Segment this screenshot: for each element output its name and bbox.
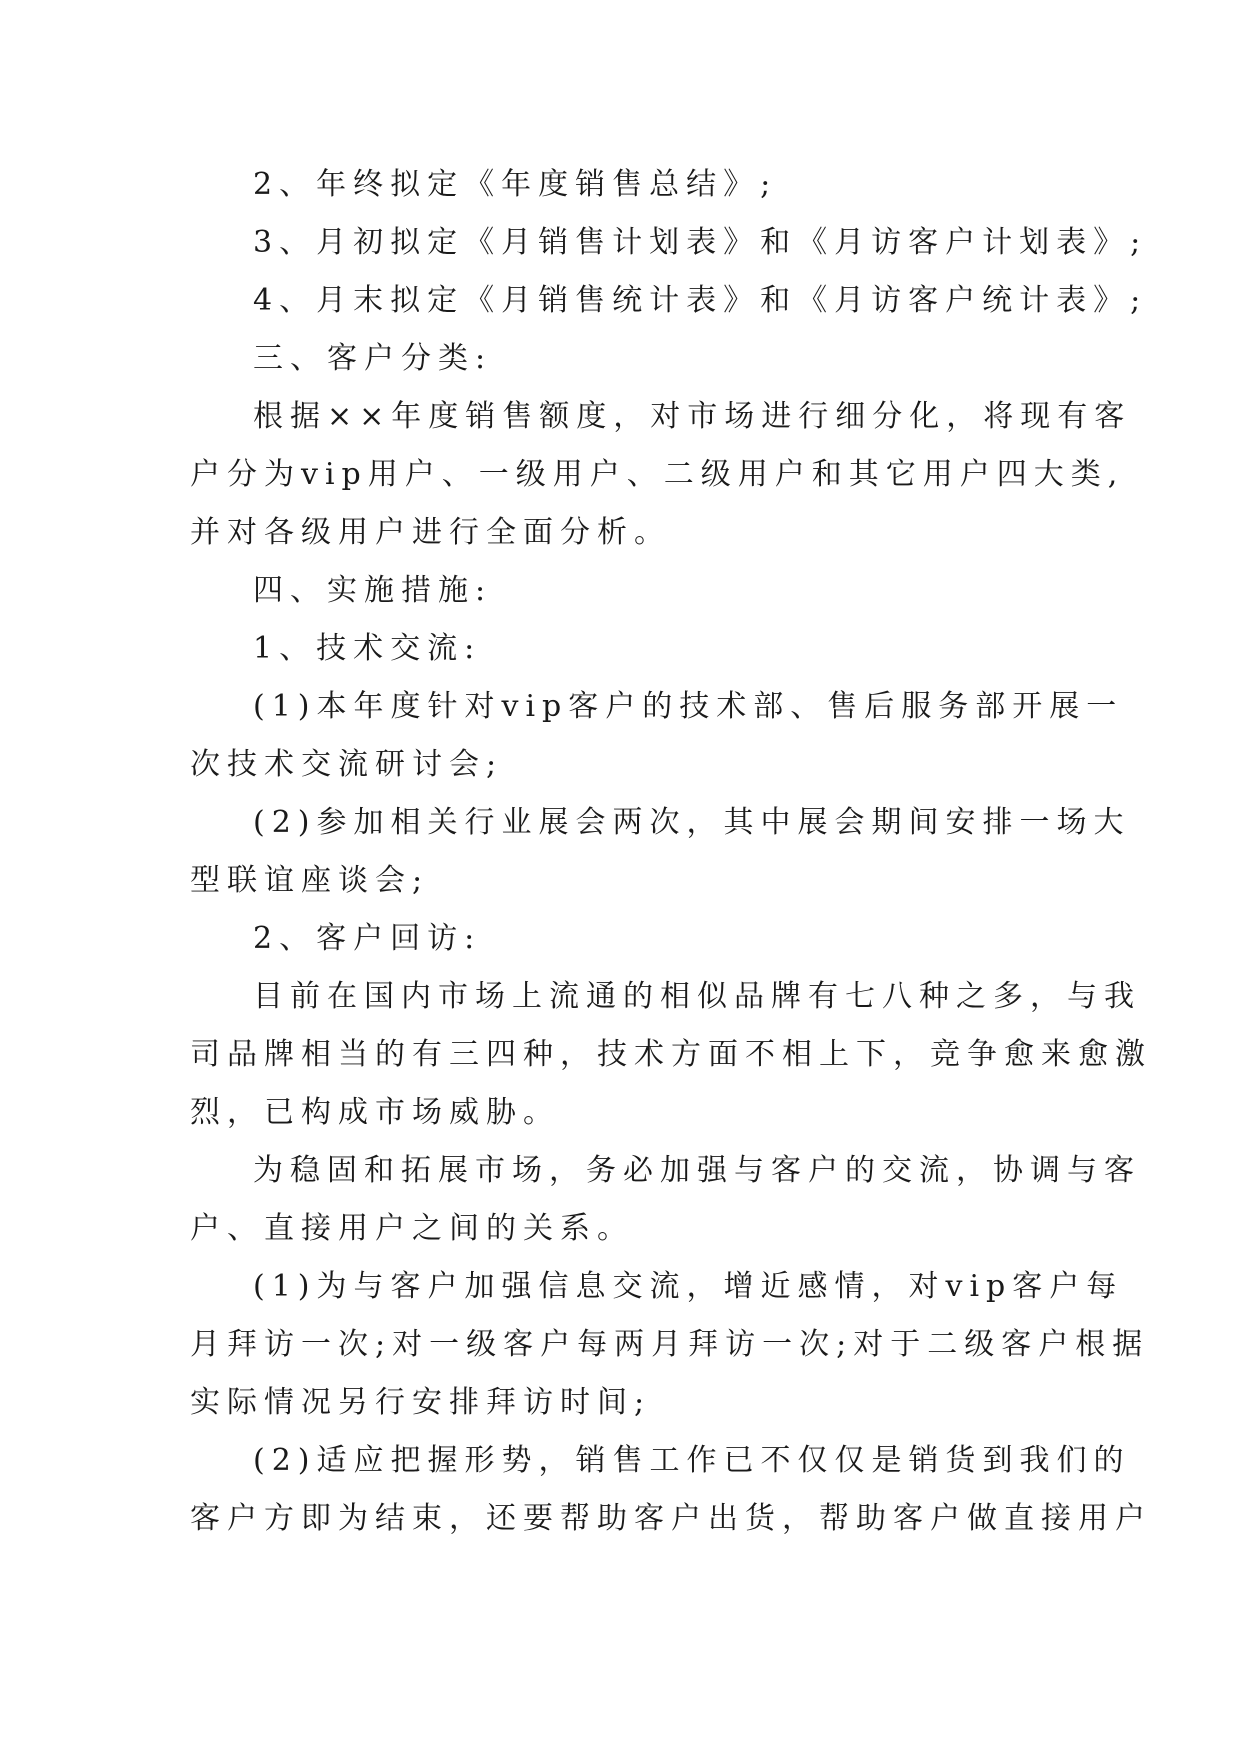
text-line: 客户方即为结束，还要帮助客户出货，帮助客户做直接用户 xyxy=(190,1501,1152,1536)
text-line: 户分为vip用户、一级用户、二级用户和其它用户四大类, xyxy=(190,457,1125,492)
text-line: (2)适应把握形势，销售工作已不仅仅是销货到我们的 xyxy=(253,1443,1131,1478)
text-line: 3、月初拟定《月销售计划表》和《月访客户计划表》; xyxy=(253,225,1148,260)
text-line: 月拜访一次;对一级客户每两月拜访一次;对于二级客户根据 xyxy=(190,1327,1150,1362)
section-heading: 四、实施措施: xyxy=(253,573,493,608)
text-line: 并对各级用户进行全面分析。 xyxy=(190,515,671,550)
text-line: 目前在国内市场上流通的相似品牌有七八种之多，与我 xyxy=(253,979,1141,1014)
text-line: (1)本年度针对vip客户的技术部、售后服务部开展一 xyxy=(253,689,1124,724)
text-line: 次技术交流研讨会; xyxy=(190,747,504,782)
text-line: (2)参加相关行业展会两次，其中展会期间安排一场大 xyxy=(253,805,1131,840)
text-line: 2、年终拟定《年度销售总结》; xyxy=(253,167,778,202)
text-line: 司品牌相当的有三四种，技术方面不相上下，竞争愈来愈激 xyxy=(190,1037,1152,1072)
text-line: 户、直接用户之间的关系。 xyxy=(190,1211,634,1246)
text-line: 实际情况另行安排拜访时间; xyxy=(190,1385,652,1420)
text-line: 型联谊座谈会; xyxy=(190,863,430,898)
subsection-heading: 1、技术交流: xyxy=(253,631,482,666)
subsection-heading: 2、客户回访: xyxy=(253,921,482,956)
text-line: 根据××年度销售额度，对市场进行细分化，将现有客 xyxy=(253,399,1132,434)
text-line: (1)为与客户加强信息交流，增近感情，对vip客户每 xyxy=(253,1269,1124,1304)
section-heading: 三、客户分类: xyxy=(253,341,493,376)
text-line: 为稳固和拓展市场，务必加强与客户的交流，协调与客 xyxy=(253,1153,1141,1188)
text-line: 4、月末拟定《月销售统计表》和《月访客户统计表》; xyxy=(253,283,1148,318)
text-line: 烈，已构成市场威胁。 xyxy=(190,1095,560,1130)
